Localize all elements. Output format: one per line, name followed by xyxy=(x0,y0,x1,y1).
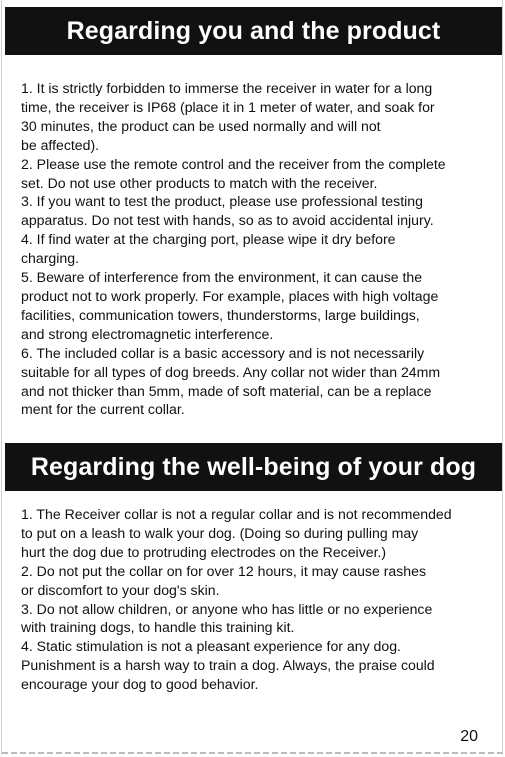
section-body-dog-wellbeing xyxy=(21,505,499,694)
text-line: be affected). xyxy=(21,136,100,153)
section-heading-dog-wellbeing xyxy=(5,443,502,491)
text-line: and strong electromagnetic interference. xyxy=(21,325,274,342)
text-line: set. Do not use other products to match with the receiver. xyxy=(21,174,378,191)
text-line: facilities, communication towers, thunderstorms, large buildings, xyxy=(21,306,420,323)
text-line: hurt the dog due to protruding electrodes on the Receiver.) xyxy=(21,543,387,560)
text-line: encourage your dog to good behavior. xyxy=(21,676,259,693)
text-line: 3. If you want to test the product, please use professional testing xyxy=(21,193,423,210)
text-line: ment for the current collar. xyxy=(21,401,185,418)
text-line: or discomfort to your dog's skin. xyxy=(21,581,220,598)
text-line: 3. Do not allow children, or anyone who has little or no experience xyxy=(21,600,433,617)
manual-page xyxy=(1,0,503,755)
text-line: 6. The included collar is a basic accessory and is not necessarily xyxy=(21,344,425,361)
text-line: 1. The Receiver collar is not a regular collar and is not recommended xyxy=(21,506,452,522)
text-line: 4. Static stimulation is not a pleasant experience for any dog. xyxy=(21,638,401,655)
section-heading-product-text: Regarding you and the product xyxy=(66,16,441,45)
text-line: 4. If find water at the charging port, please wipe it dry before xyxy=(21,231,396,248)
text-line: 2. Please use the remote control and the receiver from the complete xyxy=(21,155,446,172)
text-line: 5. Beware of interference from the environment, it can cause the xyxy=(21,269,423,286)
text-line: and not thicker than 5mm, made of soft material, can be a replace xyxy=(21,382,432,399)
text-line: 1. It is strictly forbidden to immerse the receiver in water for a long xyxy=(21,80,433,96)
page-number: 20 xyxy=(460,728,478,745)
text-line: to put on a leash to walk your dog. (Doing so during pulling may xyxy=(21,524,419,541)
text-line: suitable for all types of dog breeds. Any collar not wider than 24mm xyxy=(21,363,441,380)
text-line: Punishment is a harsh way to train a dog. Always, the praise could xyxy=(21,657,435,674)
text-line: with training dogs, to handle this training kit. xyxy=(21,619,295,636)
text-line: 2. Do not put the collar on for over 12 hours, it may cause rashes xyxy=(21,562,427,579)
text-line: charging. xyxy=(21,250,79,267)
text-line: time, the receiver is IP68 (place it in 1 meter of water, and soak for xyxy=(21,98,435,115)
text-line: 30 minutes, the product can be used normally and will not xyxy=(21,117,381,134)
section-heading-product xyxy=(5,7,502,55)
text-line: product not to work properly. For example, places with high voltage xyxy=(21,287,439,304)
bottom-divider xyxy=(2,752,502,754)
section-body-product xyxy=(21,79,499,419)
section-heading-dog-wellbeing-text: Regarding the well-being of your dog xyxy=(30,452,477,481)
text-line: apparatus. Do not test with hands, so as to avoid accidental injury. xyxy=(21,212,434,229)
